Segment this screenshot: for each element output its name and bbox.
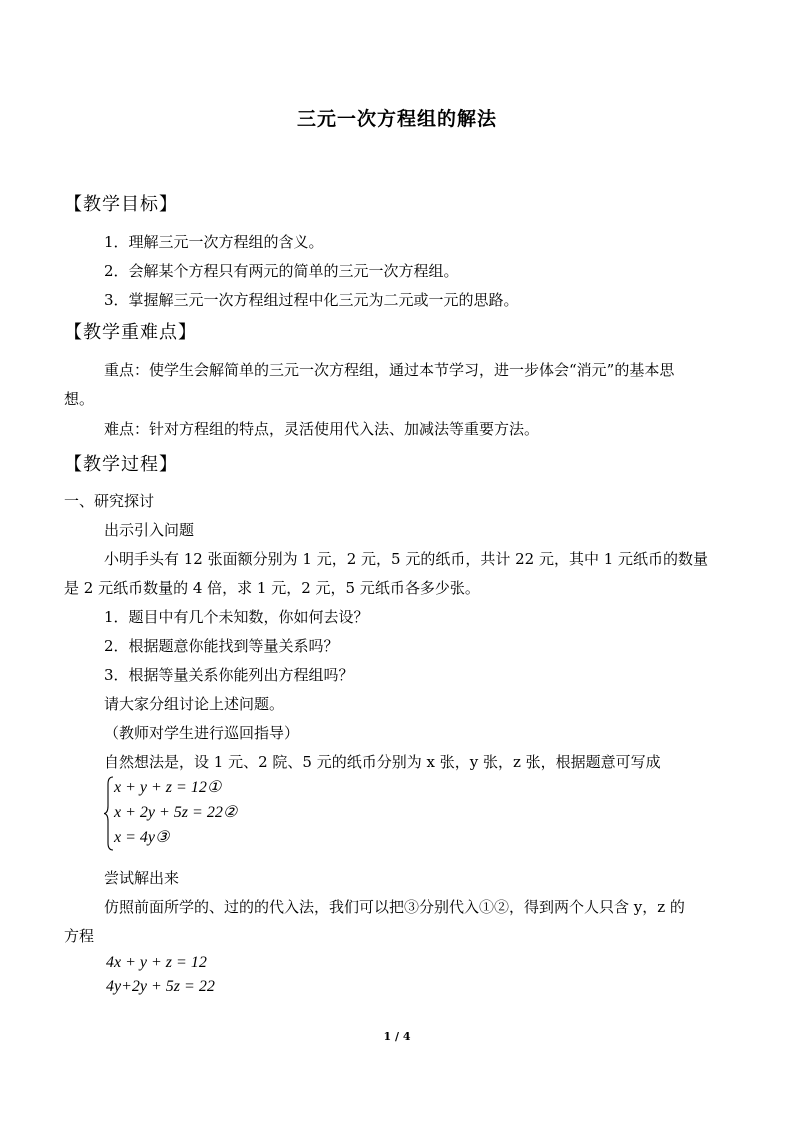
problem-text: 是 2 元纸币数量的 4 倍，求 1 元，2 元，5 元纸币各多少张。 [64,579,480,597]
difficulty-text: 难点：针对方程组的特点，灵活使用代入法、加减法等重要方法。 [104,420,540,438]
paragraph: 自然想法是，设 1 元、2 院、5 元的纸币分别为 x 张，y 张，z 张，根据题意可写成 [104,753,661,771]
goal-item: 2．会解某个方程只有两元的简单的三元一次方程组。 [104,262,459,280]
key-point-text: 重点：使学生会解简单的三元一次方程组，通过本节学习，进一步体会“消元”的基本思 [104,361,675,379]
goal-item: 1．理解三元一次方程组的含义。 [104,233,324,251]
derived-equation-1: 4x + y + z = 12 [106,954,207,971]
key-point-text: 想。 [64,390,95,408]
paragraph: 请大家分组讨论上述问题。 [104,695,285,713]
subsection-heading: 一、研究探讨 [64,492,155,510]
question-item: 3．根据等量关系你能列出方程组吗？ [104,666,354,684]
equation-1: x + y + z = 12① [114,779,222,796]
equation-2: x + 2y + 5z = 22② [114,804,238,821]
goal-item: 3．掌握解三元一次方程组过程中化三元为二元或一元的思路。 [104,291,519,309]
brace-icon [104,776,114,851]
section-heading-key-points: 【教学重难点】 [64,322,197,343]
question-item: 1．题目中有几个未知数，你如何去设？ [104,608,369,626]
page-number: 1 / 4 [383,1030,411,1043]
paragraph: 尝试解出来 [104,869,180,887]
section-heading-goals: 【教学目标】 [64,194,178,215]
paragraph: 出示引入问题 [104,521,195,539]
paragraph: （教师对学生进行巡回指导） [104,724,300,742]
question-item: 2．根据题意你能找到等量关系吗？ [104,637,339,655]
problem-text: 小明手头有 12 张面额分别为 1 元，2 元，5 元的纸币，共计 22 元，其中 1 元纸币的数量 [104,550,709,568]
paragraph: 仿照前面所学的、过的的代入法，我们可以把③分别代入①②，得到两个人只含 y，z 的 [104,898,685,916]
paragraph: 方程 [64,927,95,945]
equation-3: x = 4y③ [114,829,170,846]
derived-equation-2: 4y+2y + 5z = 22 [106,978,215,995]
section-heading-process: 【教学过程】 [64,454,178,475]
page-title: 三元一次方程组的解法 [296,108,497,130]
